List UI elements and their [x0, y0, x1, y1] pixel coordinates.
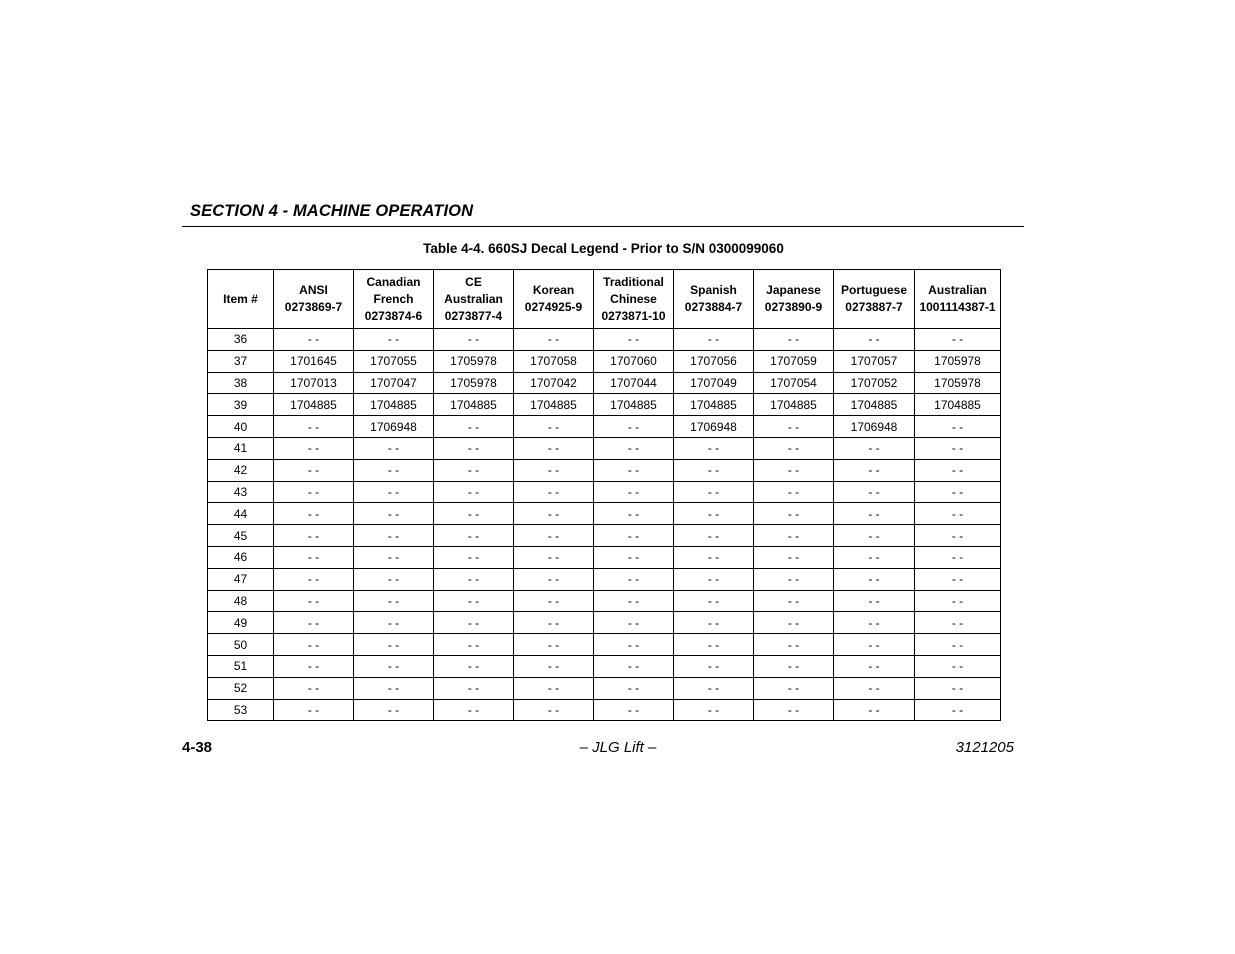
decal-part-cell: - - — [354, 655, 434, 677]
decal-part-cell: - - — [915, 329, 1001, 351]
column-header — [594, 270, 674, 329]
decal-part-cell: - - — [434, 546, 514, 568]
decal-part-cell: - - — [514, 634, 594, 656]
decal-part-cell: - - — [915, 525, 1001, 547]
column-header-line: 0273890-9 — [764, 300, 823, 314]
page-number: 4-38 — [182, 739, 213, 756]
decal-part-cell: - - — [434, 590, 514, 612]
decal-part-cell: - - — [834, 503, 915, 525]
decal-part-cell: - - — [674, 677, 754, 699]
decal-part-cell: - - — [915, 546, 1001, 568]
decal-part-cell: 1704885 — [915, 394, 1001, 416]
table-row — [208, 655, 1001, 677]
table-header-row — [208, 270, 1001, 329]
decal-part-cell: - - — [915, 634, 1001, 656]
item-number-cell: 36 — [208, 329, 274, 351]
decal-part-cell: - - — [434, 503, 514, 525]
decal-part-cell: - - — [354, 677, 434, 699]
decal-part-cell: - - — [915, 503, 1001, 525]
decal-part-cell: - - — [754, 329, 834, 351]
decal-part-cell: - - — [754, 634, 834, 656]
table-row — [208, 634, 1001, 656]
decal-part-cell: - - — [754, 568, 834, 590]
decal-part-cell: - - — [514, 546, 594, 568]
decal-part-cell: - - — [594, 699, 674, 721]
decal-part-cell: - - — [754, 546, 834, 568]
table-row — [208, 612, 1001, 634]
decal-part-cell: 1707052 — [834, 372, 915, 394]
decal-part-cell: 1707044 — [594, 372, 674, 394]
decal-part-cell: - - — [754, 699, 834, 721]
decal-part-cell: - - — [274, 525, 354, 547]
item-number-cell: 40 — [208, 416, 274, 438]
column-header — [915, 270, 1001, 329]
decal-part-cell: - - — [434, 416, 514, 438]
column-header-line: Traditional — [603, 274, 664, 289]
decal-part-cell: - - — [674, 699, 754, 721]
decal-part-cell: - - — [594, 329, 674, 351]
column-header-line: 0273884-7 — [684, 300, 743, 314]
decal-part-cell: - - — [915, 459, 1001, 481]
decal-part-cell: - - — [754, 525, 834, 547]
decal-part-cell: - - — [434, 568, 514, 590]
decal-part-cell: 1706948 — [834, 416, 915, 438]
table-row — [208, 590, 1001, 612]
decal-part-cell: 1704885 — [354, 394, 434, 416]
decal-part-cell: - - — [915, 481, 1001, 503]
decal-part-cell: 1707060 — [594, 350, 674, 372]
decal-part-cell: - - — [834, 568, 915, 590]
column-header — [354, 270, 434, 329]
decal-part-cell: - - — [274, 329, 354, 351]
decal-part-cell: - - — [514, 525, 594, 547]
column-header-line: Canadian — [366, 274, 421, 289]
column-header — [514, 270, 594, 329]
table-row — [208, 372, 1001, 394]
decal-part-cell: - - — [834, 699, 915, 721]
decal-part-cell: - - — [674, 329, 754, 351]
decal-part-cell: - - — [354, 699, 434, 721]
column-header — [834, 270, 915, 329]
decal-part-cell: 1705978 — [434, 372, 514, 394]
decal-part-cell: 1707047 — [354, 372, 434, 394]
decal-part-cell: - - — [354, 329, 434, 351]
footer-brand: – JLG Lift – — [579, 739, 657, 756]
decal-part-cell: - - — [834, 481, 915, 503]
decal-part-cell: - - — [434, 612, 514, 634]
item-number-cell: 47 — [208, 568, 274, 590]
decal-part-cell: 1705978 — [915, 372, 1001, 394]
item-number-cell: 52 — [208, 677, 274, 699]
decal-part-cell: - - — [434, 699, 514, 721]
item-number-cell: 53 — [208, 699, 274, 721]
decal-part-cell: - - — [834, 590, 915, 612]
section-divider — [182, 226, 1024, 227]
decal-part-cell: - - — [674, 503, 754, 525]
decal-part-cell: - - — [674, 546, 754, 568]
decal-part-cell: 1701645 — [274, 350, 354, 372]
decal-part-cell: - - — [754, 437, 834, 459]
decal-part-cell: - - — [354, 481, 434, 503]
item-number-cell: 37 — [208, 350, 274, 372]
decal-part-cell: - - — [594, 590, 674, 612]
decal-part-cell: - - — [594, 546, 674, 568]
column-header-line: 0273887-7 — [845, 300, 903, 314]
column-header-line: Spanish — [690, 283, 737, 297]
column-header — [434, 270, 514, 329]
decal-part-cell: - - — [754, 590, 834, 612]
decal-part-cell: - - — [754, 416, 834, 438]
decal-part-cell: - - — [674, 525, 754, 547]
decal-part-cell: - - — [594, 655, 674, 677]
item-number-cell: 38 — [208, 372, 274, 394]
table-row — [208, 459, 1001, 481]
decal-part-cell: - - — [514, 612, 594, 634]
decal-part-cell: 1707058 — [514, 350, 594, 372]
decal-part-cell: - - — [274, 437, 354, 459]
column-header-line: 1001114387-1 — [919, 300, 996, 314]
decal-part-cell: - - — [274, 481, 354, 503]
decal-part-cell: 1707059 — [754, 350, 834, 372]
decal-part-cell: - - — [594, 612, 674, 634]
item-number-cell: 45 — [208, 525, 274, 547]
item-number-cell: 43 — [208, 481, 274, 503]
decal-part-cell: - - — [594, 634, 674, 656]
decal-part-cell: - - — [354, 459, 434, 481]
column-header-line: Australian — [444, 291, 503, 306]
decal-part-cell: 1704885 — [434, 394, 514, 416]
decal-part-cell: - - — [274, 634, 354, 656]
decal-part-cell: 1704885 — [754, 394, 834, 416]
decal-part-cell: - - — [274, 459, 354, 481]
table-body — [208, 329, 1001, 721]
table-row — [208, 437, 1001, 459]
decal-part-cell: 1704885 — [834, 394, 915, 416]
decal-legend-table — [207, 269, 1001, 721]
column-header-line: Australian — [928, 283, 987, 297]
decal-part-cell: - - — [514, 503, 594, 525]
decal-part-cell: - - — [434, 459, 514, 481]
decal-part-cell: - - — [594, 437, 674, 459]
item-number-cell: 39 — [208, 394, 274, 416]
decal-part-cell: 1704885 — [594, 394, 674, 416]
column-header-line: 0273871-10 — [601, 308, 666, 323]
column-header — [274, 270, 354, 329]
column-header-line: Portuguese — [840, 283, 907, 297]
column-header-line: ANSI — [299, 283, 328, 297]
decal-part-cell: - - — [274, 590, 354, 612]
decal-part-cell: 1707057 — [834, 350, 915, 372]
decal-part-cell: - - — [594, 568, 674, 590]
column-header-line: Korean — [532, 283, 575, 297]
decal-part-cell: - - — [434, 329, 514, 351]
decal-part-cell: 1707042 — [514, 372, 594, 394]
decal-part-cell: - - — [594, 503, 674, 525]
decal-part-cell: - - — [674, 459, 754, 481]
decal-part-cell: 1707055 — [354, 350, 434, 372]
decal-part-cell: - - — [514, 677, 594, 699]
decal-part-cell: - - — [354, 437, 434, 459]
column-header-line: Japanese — [766, 283, 821, 297]
decal-part-cell: - - — [594, 416, 674, 438]
column-header — [754, 270, 834, 329]
decal-part-cell: 1707054 — [754, 372, 834, 394]
decal-part-cell: - - — [674, 634, 754, 656]
decal-part-cell: 1706948 — [674, 416, 754, 438]
decal-part-cell: - - — [754, 612, 834, 634]
decal-part-cell: - - — [754, 503, 834, 525]
decal-part-cell: - - — [915, 568, 1001, 590]
decal-part-cell: - - — [354, 525, 434, 547]
table-row — [208, 525, 1001, 547]
decal-part-cell: - - — [274, 416, 354, 438]
decal-part-cell: - - — [834, 677, 915, 699]
column-header-line: Chinese — [610, 291, 657, 306]
decal-part-cell: - - — [834, 612, 915, 634]
decal-part-cell: 1706948 — [354, 416, 434, 438]
decal-part-cell: - - — [834, 437, 915, 459]
decal-part-cell: 1704885 — [514, 394, 594, 416]
decal-part-cell: - - — [434, 481, 514, 503]
decal-part-cell: - - — [514, 481, 594, 503]
item-number-cell: 48 — [208, 590, 274, 612]
decal-part-cell: - - — [754, 677, 834, 699]
decal-part-cell: - - — [514, 459, 594, 481]
decal-part-cell: - - — [834, 459, 915, 481]
table-row — [208, 503, 1001, 525]
table-row — [208, 350, 1001, 372]
item-number-cell: 50 — [208, 634, 274, 656]
decal-part-cell: - - — [514, 699, 594, 721]
column-header-line: 0274925-9 — [524, 300, 583, 314]
decal-part-cell: 1707049 — [674, 372, 754, 394]
decal-part-cell: - - — [434, 655, 514, 677]
decal-part-cell: - - — [434, 525, 514, 547]
decal-part-cell: - - — [434, 677, 514, 699]
decal-part-cell: - - — [594, 459, 674, 481]
column-header-line: Item # — [223, 291, 258, 306]
column-header-line: French — [373, 291, 414, 306]
item-number-cell: 46 — [208, 546, 274, 568]
table-row — [208, 481, 1001, 503]
decal-part-cell: - - — [274, 503, 354, 525]
column-header-line: 0273869-7 — [284, 300, 343, 314]
decal-part-cell: - - — [354, 568, 434, 590]
decal-part-cell: - - — [514, 568, 594, 590]
decal-part-cell: 1705978 — [434, 350, 514, 372]
table-row — [208, 329, 1001, 351]
decal-part-cell: - - — [274, 699, 354, 721]
table-row — [208, 416, 1001, 438]
decal-part-cell: - - — [674, 612, 754, 634]
decal-part-cell: - - — [915, 416, 1001, 438]
decal-part-cell: - - — [834, 525, 915, 547]
table-row — [208, 699, 1001, 721]
decal-part-cell: - - — [594, 677, 674, 699]
document-number: 3121205 — [955, 739, 1014, 756]
decal-part-cell: - - — [274, 655, 354, 677]
decal-part-cell: 1704885 — [674, 394, 754, 416]
decal-part-cell: - - — [754, 481, 834, 503]
item-number-cell: 51 — [208, 655, 274, 677]
column-header-line: CE — [465, 274, 482, 289]
decal-part-cell: - - — [834, 655, 915, 677]
decal-part-cell: 1707013 — [274, 372, 354, 394]
decal-part-cell: - - — [915, 655, 1001, 677]
decal-part-cell: - - — [274, 612, 354, 634]
decal-part-cell: - - — [354, 590, 434, 612]
decal-part-cell: - - — [834, 329, 915, 351]
decal-part-cell: - - — [674, 481, 754, 503]
item-number-cell: 49 — [208, 612, 274, 634]
decal-part-cell: - - — [834, 546, 915, 568]
column-header-line: 0273874-6 — [364, 308, 423, 323]
decal-part-cell: - - — [674, 590, 754, 612]
decal-part-cell: - - — [594, 525, 674, 547]
decal-part-cell: - - — [674, 437, 754, 459]
column-header — [674, 270, 754, 329]
decal-part-cell: - - — [354, 612, 434, 634]
decal-part-cell: - - — [354, 503, 434, 525]
section-title: SECTION 4 - MACHINE OPERATION — [190, 202, 474, 220]
item-number-cell: 41 — [208, 437, 274, 459]
decal-part-cell: - - — [915, 590, 1001, 612]
decal-part-cell: - - — [274, 546, 354, 568]
column-header — [208, 270, 274, 329]
item-number-cell: 44 — [208, 503, 274, 525]
decal-part-cell: - - — [834, 634, 915, 656]
decal-part-cell: - - — [514, 329, 594, 351]
decal-part-cell: - - — [915, 699, 1001, 721]
item-number-cell: 42 — [208, 459, 274, 481]
decal-part-cell: - - — [754, 655, 834, 677]
decal-part-cell: - - — [514, 416, 594, 438]
decal-part-cell: - - — [754, 459, 834, 481]
decal-part-cell: - - — [915, 677, 1001, 699]
decal-part-cell: - - — [434, 634, 514, 656]
decal-part-cell: 1704885 — [274, 394, 354, 416]
decal-part-cell: - - — [354, 634, 434, 656]
column-header-line: 0273877-4 — [444, 308, 503, 323]
table-row — [208, 546, 1001, 568]
decal-part-cell: - - — [514, 655, 594, 677]
decal-part-cell: - - — [915, 437, 1001, 459]
decal-part-cell: - - — [674, 568, 754, 590]
decal-part-cell: - - — [514, 437, 594, 459]
decal-part-cell: - - — [594, 481, 674, 503]
decal-part-cell: - - — [274, 677, 354, 699]
decal-part-cell: 1705978 — [915, 350, 1001, 372]
decal-part-cell: - - — [915, 612, 1001, 634]
decal-part-cell: - - — [514, 590, 594, 612]
table-row — [208, 677, 1001, 699]
decal-part-cell: - - — [274, 568, 354, 590]
table-caption: Table 4-4. 660SJ Decal Legend - Prior to S/N 0300099060 — [423, 241, 784, 256]
table-row — [208, 394, 1001, 416]
decal-part-cell: - - — [674, 655, 754, 677]
decal-part-cell: - - — [354, 546, 434, 568]
table-row — [208, 568, 1001, 590]
decal-part-cell: - - — [434, 437, 514, 459]
decal-part-cell: 1707056 — [674, 350, 754, 372]
